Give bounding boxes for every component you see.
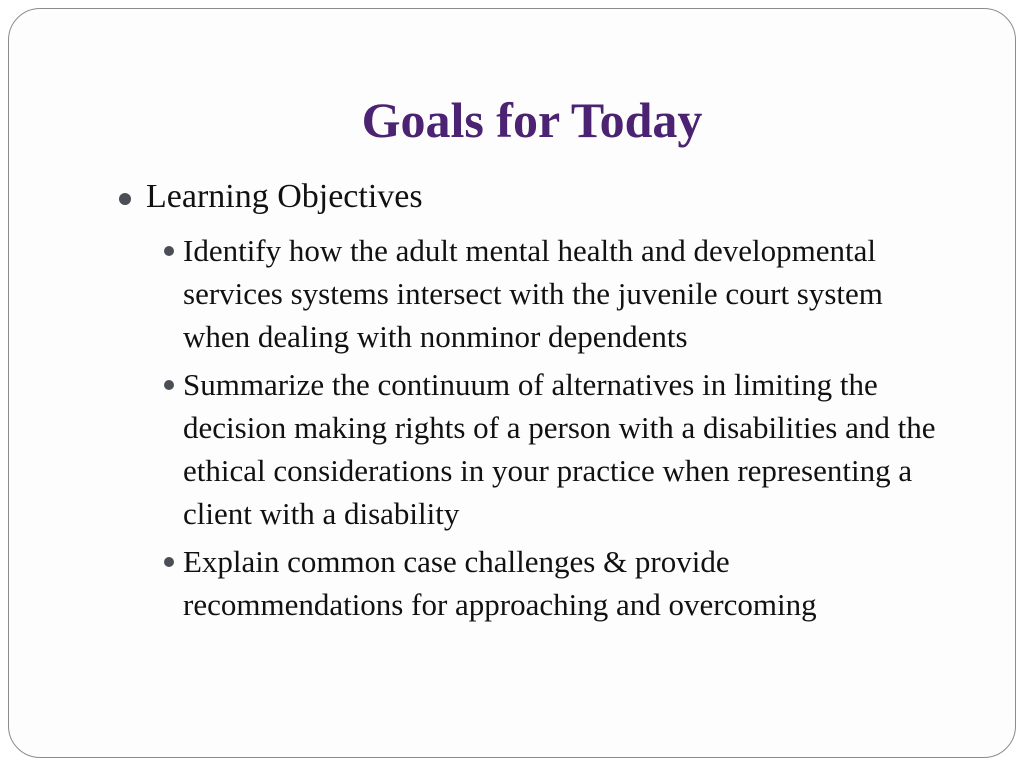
sub-bullet-text: Identify how the adult mental health and developmental services systems intersect with the juvenile court system when dealing with nonminor dependents	[183, 233, 883, 354]
sub-bullet-list	[159, 229, 939, 631]
bullet-dot-icon	[164, 246, 174, 256]
sub-bullet-item	[159, 229, 939, 358]
bullet-dot-icon	[119, 193, 131, 205]
sub-bullet-text: Explain common case challenges & provide recommendations for approaching and overcoming	[183, 544, 817, 622]
bullet-dot-icon	[164, 380, 174, 390]
slide	[8, 8, 1016, 758]
sub-bullet-item	[159, 540, 939, 626]
slide-title: Goals for Today	[361, 92, 703, 148]
bullet-learning-objectives	[125, 176, 423, 218]
sub-bullet-item	[159, 363, 939, 535]
bullet-text: Learning Objectives	[146, 178, 423, 215]
sub-bullet-text: Summarize the continuum of alternatives in limiting the decision making rights of a person with a disabilities and the ethical considerations in your practice when representing a client with a disability	[183, 367, 936, 531]
bullet-dot-icon	[164, 557, 174, 567]
